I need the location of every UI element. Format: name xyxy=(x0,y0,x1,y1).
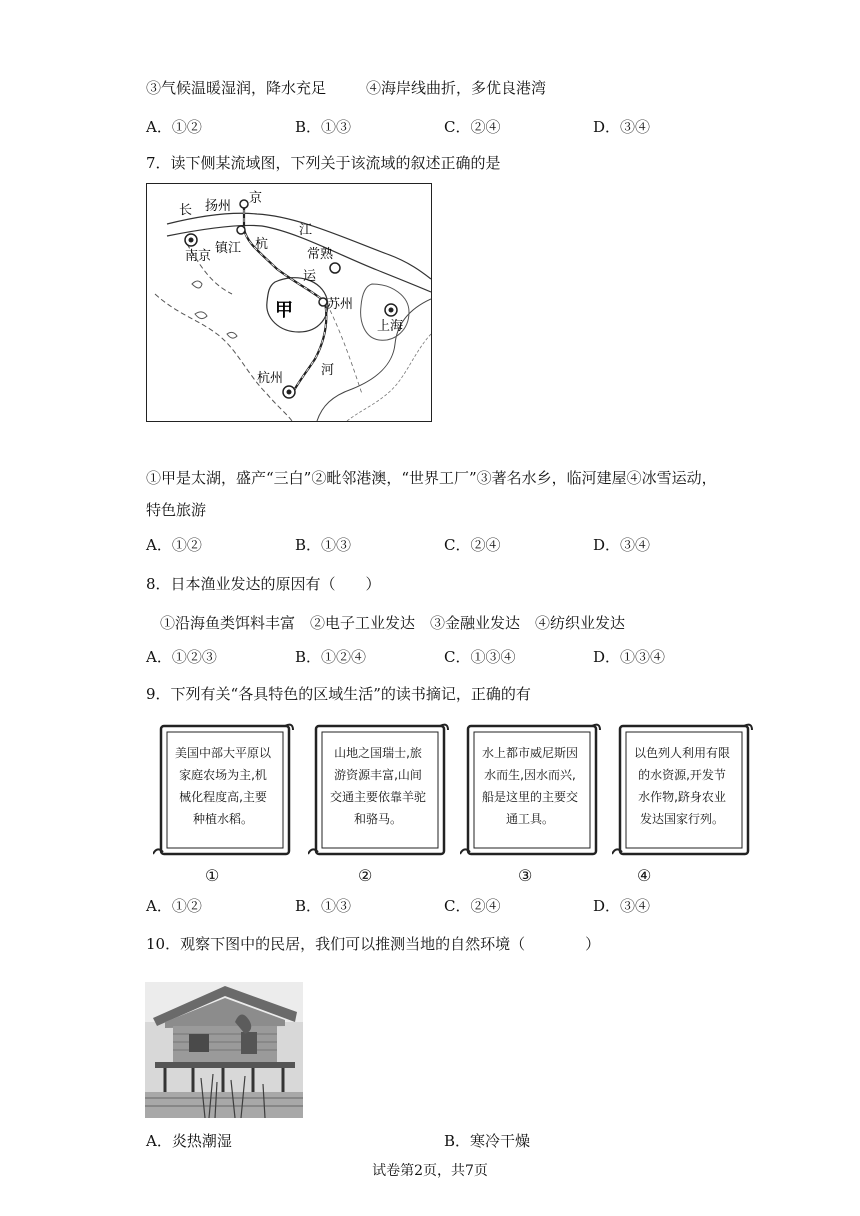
note-card-3-text: 水上都市威尼斯因水而生,因水而兴,船是这里的主要交通工具。 xyxy=(482,746,579,826)
map-label-chang: 长 xyxy=(179,203,193,218)
map-label-hang: 杭 xyxy=(255,237,269,252)
q7-option-b[interactable]: B．①③ xyxy=(295,536,352,554)
map-label-yun: 运 xyxy=(303,269,317,284)
q8-option-d[interactable]: D．①③④ xyxy=(593,648,666,666)
q6-option-a[interactable]: A．①② xyxy=(146,118,202,136)
page-footer: 试卷第2页，共7页 xyxy=(372,1163,488,1179)
note-card-1 xyxy=(153,720,295,862)
note-card-2 xyxy=(308,720,450,862)
q10-question: 10．观察下图中的民居，我们可以推测当地的自然环境（ ） xyxy=(146,935,601,953)
map-label-suzhou: 苏州 xyxy=(327,297,354,312)
map-label-shanghai: 上海 xyxy=(377,319,404,334)
q7-statements-line1: ①甲是太湖，盛产“三白”②毗邻港澳，“世界工厂”③著名水乡，临河建屋④冰雪运动， xyxy=(146,469,717,487)
map-label-changshu: 常熟 xyxy=(307,247,334,262)
note-card-3 xyxy=(460,720,602,862)
map-label-nanjing: 南京 xyxy=(185,249,212,264)
q7-option-a[interactable]: A．①② xyxy=(146,536,202,554)
q6-option-b[interactable]: B．①③ xyxy=(295,118,352,136)
map-label-he: 河 xyxy=(321,363,335,378)
q8-option-a[interactable]: A．①②③ xyxy=(146,648,217,666)
note-card-4-number: ④ xyxy=(637,866,652,885)
map-label-yangzhou: 扬州 xyxy=(205,199,232,214)
q7-statements-line2: 特色旅游 xyxy=(146,501,207,519)
q8-option-b[interactable]: B．①②④ xyxy=(295,648,367,666)
map-label-jiang: 江 xyxy=(299,223,313,238)
q7-option-c[interactable]: C．②④ xyxy=(444,536,501,554)
q9-option-d[interactable]: D．③④ xyxy=(593,897,651,915)
q8-question: 8．日本渔业发达的原因有（ ） xyxy=(146,575,381,593)
q6-option-c[interactable]: C．②④ xyxy=(444,118,501,136)
map-label-jing: 京 xyxy=(249,191,263,206)
map-label-hangzhou: 杭州 xyxy=(257,371,284,386)
q9-question: 9．下列有关“各具特色的区域生活”的读书摘记，正确的有 xyxy=(146,685,531,703)
river-basin-map xyxy=(146,183,432,422)
q9-option-c[interactable]: C．②④ xyxy=(444,897,501,915)
note-card-2-text: 山地之国瑞士,旅游资源丰富,山间交通主要依靠羊驼和骆马。 xyxy=(330,746,427,826)
q6-statement-3: ③气候温暖湿润，降水充足 xyxy=(146,79,327,97)
q6-option-d[interactable]: D．③④ xyxy=(593,118,651,136)
note-card-4 xyxy=(612,720,754,862)
note-card-3-number: ③ xyxy=(518,866,533,885)
q9-option-b[interactable]: B．①③ xyxy=(295,897,352,915)
q7-option-d[interactable]: D．③④ xyxy=(593,536,651,554)
note-card-2-number: ② xyxy=(358,866,373,885)
map-label-jia: 甲 xyxy=(275,300,293,321)
q6-statement-4: ④海岸线曲折，多优良港湾 xyxy=(366,79,547,97)
q8-option-c[interactable]: C．①③④ xyxy=(444,648,516,666)
q10-option-a[interactable]: A．炎热潮湿 xyxy=(146,1132,232,1150)
stilt-house-photo xyxy=(145,982,303,1118)
q10-option-b[interactable]: B．寒冷干燥 xyxy=(444,1132,531,1150)
q9-option-a[interactable]: A．①② xyxy=(146,897,202,915)
map-label-zhenjiang: 镇江 xyxy=(215,241,242,256)
note-card-1-text: 美国中部大平原以家庭农场为主,机械化程度高,主要种植水稻。 xyxy=(175,746,272,826)
note-card-1-number: ① xyxy=(205,866,220,885)
q7-question: 7．读下侧某流域图，下列关于该流域的叙述正确的是 xyxy=(146,154,501,172)
q8-statements: ①沿海鱼类饵料丰富 ②电子工业发达 ③金融业发达 ④纺织业发达 xyxy=(160,614,626,632)
note-card-4-text: 以色列人利用有限的水资源,开发节水作物,跻身农业发达国家行列。 xyxy=(634,746,731,826)
